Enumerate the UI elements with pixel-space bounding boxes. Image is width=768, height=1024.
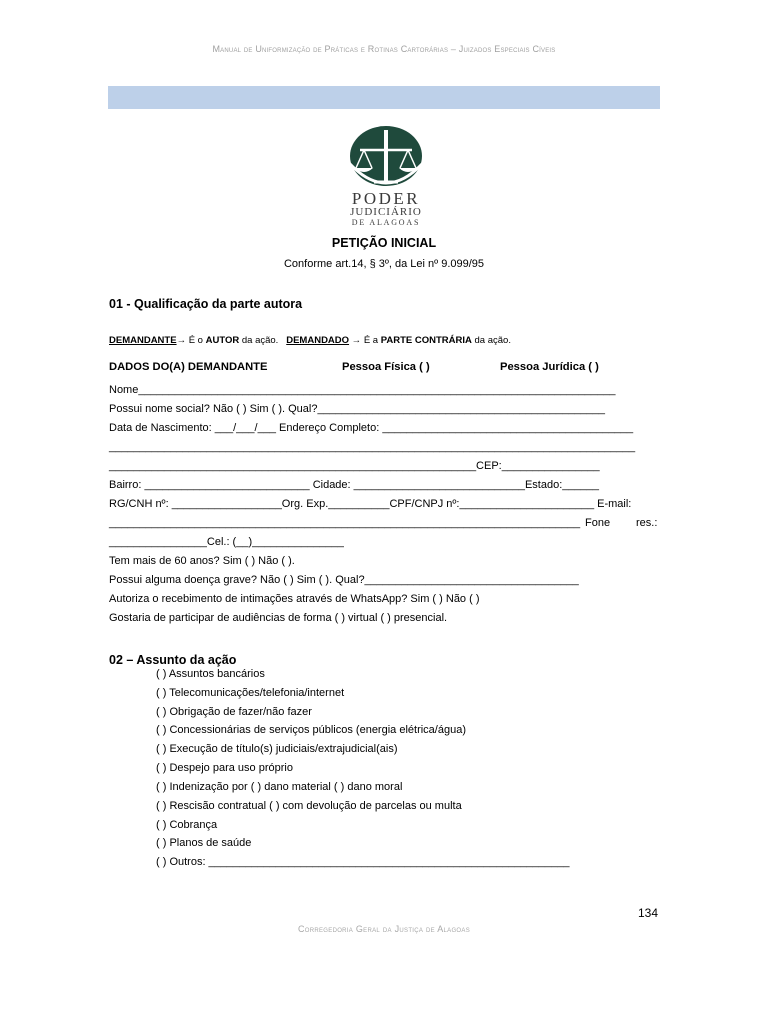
legend-contraria: PARTE CONTRÁRIA [380,335,472,346]
legend-rest-1: da ação. [239,335,279,346]
pessoa-fisica-option[interactable]: Pessoa Física ( ) [342,361,430,373]
section-1-title: 01 - Qualificação da parte autora [109,297,303,311]
dados-demandante-label: DADOS DO(A) DEMANDANTE [109,361,268,373]
legend-arrow-1: → É o [176,335,206,346]
field-email-cont[interactable]: _____________________________________________________________________________ [109,517,581,529]
document-subtitle: Conforme art.14, § 3º, da Lei nº 9.099/95 [283,258,485,270]
assunto-item[interactable]: ( ) Planos de saúde [156,837,252,849]
field-endereco-cont[interactable]: ______________________________________________________________________________________ [109,441,636,453]
field-audiencias[interactable]: Gostaria de participar de audiências de forma ( ) virtual ( ) presencial. [109,612,448,624]
field-cep[interactable]: ____________________________________________________________CEP:________________ [109,460,600,472]
org-line-1: PODER [351,189,421,208]
assunto-item[interactable]: ( ) Execução de título(s) judiciais/extrajudicial(ais) [156,743,398,755]
field-nascimento-endereco[interactable]: Data de Nascimento: ___/___/___ Endereço Completo: _________________________________________ [109,422,634,434]
legend-rest-2: da ação. [471,335,511,346]
assunto-item[interactable]: ( ) Concessionárias de serviços públicos (energia elétrica/água) [156,724,466,736]
assunto-item[interactable]: ( ) Rescisão contratual ( ) com devolução de parcelas ou multa [156,800,462,812]
org-line-2: JUDICIÁRIO [350,206,422,218]
assunto-item[interactable]: ( ) Indenização por ( ) dano material ( ) dano moral [156,781,403,793]
field-whatsapp[interactable]: Autoriza o recebimento de intimações através de WhatsApp? Sim ( ) Não ( ) [109,593,480,605]
field-mais-60[interactable]: Tem mais de 60 anos? Sim ( ) Não ( ). [109,555,295,567]
section-2-title: 02 – Assunto da ação [109,653,237,667]
assunto-item[interactable]: ( ) Telecomunicações/telefonia/internet [156,687,345,699]
res-label: res.: [636,517,658,529]
legend-arrow-2: → É a [349,335,381,346]
assunto-item[interactable]: ( ) Cobrança [156,819,218,831]
legend-autor: AUTOR [205,335,240,346]
organization-name [336,190,436,228]
party-legend [109,335,511,346]
org-line-3: DE ALAGOAS [351,218,421,227]
legend-demandante: DEMANDANTE [109,335,177,346]
assunto-item[interactable]: ( ) Assuntos bancários [156,668,265,680]
field-nome[interactable]: Nome______________________________________________________________________________ [109,384,616,396]
assunto-item[interactable]: ( ) Despejo para uso próprio [156,762,293,774]
running-footer: Corregedoria Geral da Justiça de Alagoas [297,924,471,934]
field-doenca-grave[interactable]: Possui alguma doença grave? Não ( ) Sim ( ). Qual?___________________________________ [109,574,579,586]
document-title: PETIÇÃO INICIAL [331,236,437,250]
running-header: Manual de Uniformização de Práticas e Rotinas Cartorárias – Juizados Especiais Cíveis [212,44,556,54]
field-bairro-cidade-estado[interactable]: Bairro: ___________________________ Cidade: ____________________________Estado:______ [109,479,599,491]
page-number: 134 [637,906,658,920]
field-nome-social[interactable]: Possui nome social? Não ( ) Sim ( ). Qual?_______________________________________________ [109,403,605,415]
field-documentos-email[interactable]: RG/CNH nº: __________________Org. Exp.__________CPF/CNPJ nº:______________________ E-mail: [109,498,632,510]
legend-demandado: DEMANDADO [286,335,350,346]
field-celular[interactable]: ________________Cel.: (__)_______________ [109,536,344,548]
header-band [108,86,660,109]
assunto-item[interactable]: ( ) Outros: ___________________________________________________________ [156,856,570,868]
pessoa-juridica-option[interactable]: Pessoa Jurídica ( ) [500,361,599,373]
fone-label: Fone [585,517,611,529]
assunto-item[interactable]: ( ) Obrigação de fazer/não fazer [156,706,312,718]
